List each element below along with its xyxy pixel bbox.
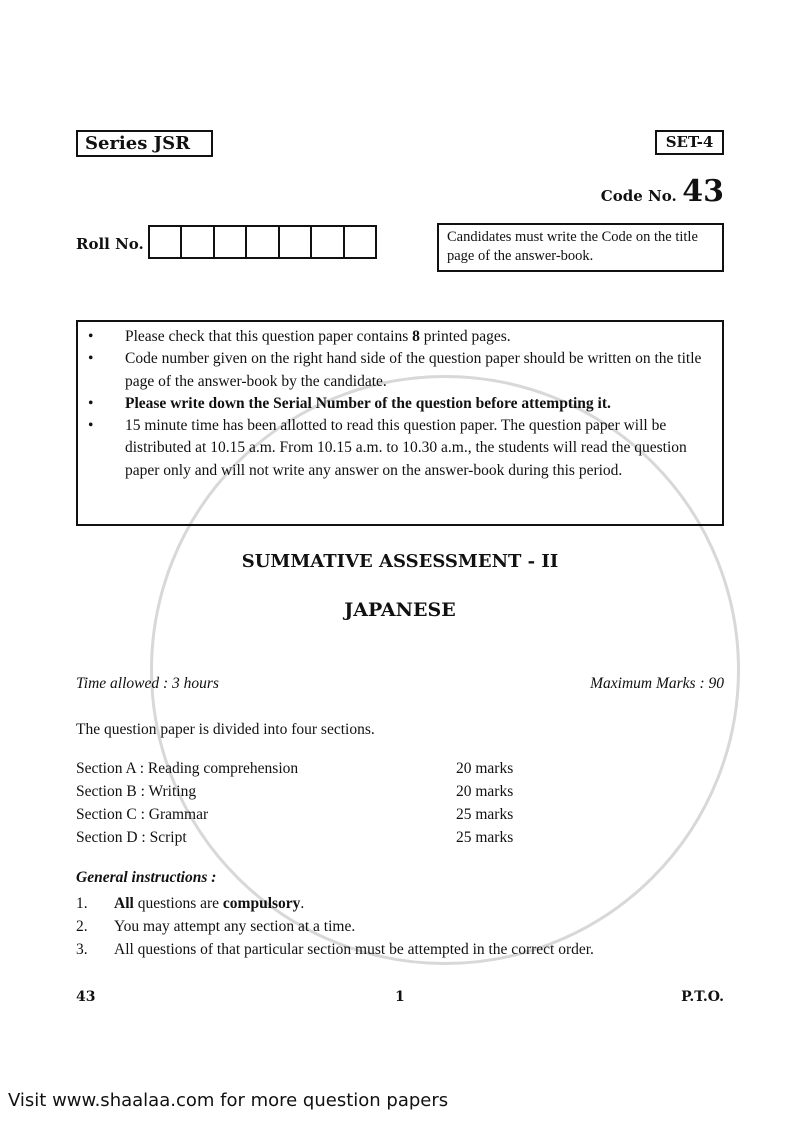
- section-row: [76, 803, 576, 826]
- section-marks: 25 marks: [456, 806, 514, 823]
- instruction-2: Code number given on the right hand side of the question paper should be written on the title page of the answer-book by the candidate.: [125, 350, 702, 390]
- roll-cell[interactable]: [213, 227, 245, 257]
- section-marks: 20 marks: [456, 783, 514, 800]
- general-num: 3.: [76, 941, 88, 958]
- promo-banner-link[interactable]: Visit www.shaalaa.com for more question papers: [8, 1090, 449, 1111]
- subject-title: JAPANESE: [344, 599, 456, 621]
- sections-list: [76, 757, 576, 849]
- general-item-3: All questions of that particular section must be attempted in the correct order.: [114, 941, 594, 958]
- section-name: Section D : Script: [76, 829, 187, 846]
- section-name: Section C : Grammar: [76, 806, 209, 823]
- pto: P.T.O.: [681, 989, 724, 1005]
- bullet: •: [88, 350, 94, 368]
- roll-label: Roll No.: [76, 235, 144, 253]
- roll-cell[interactable]: [180, 227, 212, 257]
- section-marks: 20 marks: [456, 760, 514, 777]
- time-allowed: Time allowed : 3 hours: [76, 675, 219, 692]
- code-value: 43: [682, 174, 724, 209]
- roll-number-boxes: [148, 225, 377, 259]
- general-heading: General instructions :: [76, 869, 217, 886]
- general-list: [76, 892, 726, 961]
- section-row: [76, 780, 576, 803]
- roll-cell[interactable]: [150, 227, 180, 257]
- section-row: [76, 757, 576, 780]
- code-label: Code No.: [600, 187, 677, 205]
- set-label: SET-4: [655, 130, 724, 155]
- instructions-box: [76, 320, 724, 526]
- bullet: •: [88, 328, 94, 345]
- instruction-1: Please check that this question paper contains 8 printed pages.: [125, 328, 511, 345]
- section-name: Section B : Writing: [76, 783, 197, 800]
- page-number: 1: [395, 989, 405, 1005]
- section-row: [76, 826, 576, 849]
- maximum-marks: Maximum Marks : 90: [590, 675, 724, 692]
- general-num: 1.: [76, 895, 88, 912]
- series-label: Series JSR: [76, 130, 213, 157]
- general-num: 2.: [76, 918, 88, 935]
- roll-cell[interactable]: [310, 227, 342, 257]
- bullet: •: [88, 394, 94, 412]
- general-item-1: All questions are compulsory.: [114, 895, 305, 912]
- roll-cell[interactable]: [278, 227, 310, 257]
- bullet: •: [88, 417, 94, 435]
- roll-cell[interactable]: [245, 227, 277, 257]
- divided-text: The question paper is divided into four sections.: [76, 721, 375, 738]
- code-number: [601, 174, 724, 209]
- section-name: Section A : Reading comprehension: [76, 760, 299, 777]
- exam-title: SUMMATIVE ASSESSMENT - II: [241, 551, 559, 572]
- instruction-3: Please write down the Serial Number of the question before attempting it.: [125, 394, 611, 412]
- general-item-2: You may attempt any section at a time.: [114, 918, 356, 935]
- roll-cell[interactable]: [343, 227, 375, 257]
- section-marks: 25 marks: [456, 829, 514, 846]
- footer-code: 43: [76, 989, 96, 1005]
- candidates-note: Candidates must write the Code on the title page of the answer-book.: [437, 223, 724, 272]
- instruction-4: 15 minute time has been allotted to read this question paper. The question paper will be distributed at 10.15 a.m. From 10.15 a.m. to 10.30 a.m., the students will read the question paper only and will not write any answer on the answer-book during this period.: [125, 417, 687, 479]
